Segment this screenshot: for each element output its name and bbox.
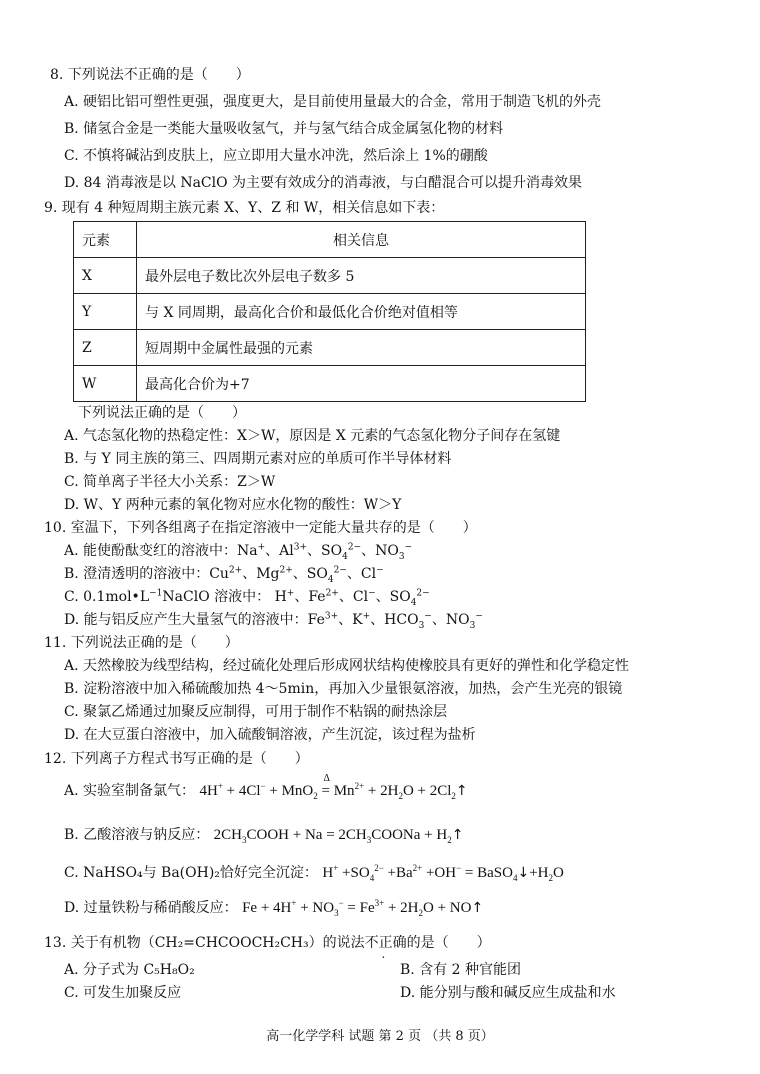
q9-sub-stem: 下列说法正确的是（ ） (78, 405, 246, 421)
q8-option-b: B. 储氢合金是一类能大量吸收氢气，并与氢气结合成金属氢化物的材料 (64, 121, 504, 137)
table-cell-element: Y (74, 294, 137, 330)
page-footer: 高一化学学科 试题 第 2 页 （共 8 页） (266, 1029, 494, 1044)
q11-option-d: D. 在大豆蛋白溶液中，加入硫酸铜溶液，产生沉淀，该过程为盐析 (64, 727, 476, 743)
q11-option-b: B. 淀粉溶液中加入稀硫酸加热 4～5min，再加入少量银氨溶液，加热，会产生光亮的银镜 (64, 681, 623, 697)
q10-option-d-label: D. 能与铝反应产生大量氢气的溶液中： (64, 612, 308, 628)
table-cell-element: X (74, 258, 137, 294)
q10-option-b: B. 澄清透明的溶液中：$Cu^{2+}$、$Mg^{2+}$、$SO_4^{2-}$、Cl− (64, 565, 384, 585)
q13-option-c: C. 可发生加聚反应 (64, 985, 182, 1001)
element-info-table (73, 221, 586, 402)
q11-option-c: C. 聚氯乙烯通过加聚反应制得，可用于制作不粘锅的耐热涂层 (64, 704, 448, 720)
q10-option-b-label: B. 澄清透明的溶液中： (64, 566, 210, 582)
q10-option-d: D. 能与铝反应产生大量氢气的溶液中：$Fe^{3+}$、K+、$HCO_3^-$、$NO_3^-$ (64, 611, 483, 631)
q12-option-c (64, 864, 564, 882)
q12-option-c-equation: $H^+ +SO_4^{2-} +Ba^{2+} +OH^-$ = $BaSO_4↓+H_2O$ (322, 863, 564, 883)
q9-option-a: A. 气态氢化物的热稳定性：X＞W，原因是 X 元素的气态氢化物分子间存在氢键 (64, 428, 561, 444)
q9-option-c: C. 简单离子半径大小关系：Z＞W (64, 474, 276, 490)
q12-option-a (64, 773, 468, 801)
q10-option-c-label: C. 0.1mol•L (64, 589, 150, 605)
q12-option-c-label: C. NaHSO₄与 Ba(OH)₂恰好完全沉淀： (64, 865, 318, 881)
table-cell-info: 最外层电子数比次外层电子数多 5 (137, 258, 586, 294)
table-cell-info: 短周期中金属性最强的元素 (137, 330, 586, 366)
table-row (74, 294, 586, 330)
table-header-element: 元素 (74, 222, 137, 258)
q13-stem-emphasis: 不正确 (364, 935, 407, 951)
q13-option-d: D. 能分别与酸和碱反应生成盐和水 (400, 985, 616, 1001)
q10-option-c-mid: NaClO 溶液中： (162, 589, 271, 605)
q9-stem: 9. 现有 4 种短周期主族元素 X、Y、Z 和 W，相关信息如下表： (44, 200, 445, 216)
table-row (74, 258, 586, 294)
q11-stem: 11. 下列说法正确的是（ ） (44, 635, 239, 651)
q12-option-b-equation: $2CH_3COOH + Na$ = $2CH_3COONa$ + $H_2↑$ (213, 827, 464, 845)
q9-option-d: D. W、Y 两种元素的氧化物对应水化物的酸性：W＞Y (64, 497, 402, 513)
q12-stem: 12. 下列离子方程式书写正确的是（ ） (44, 751, 309, 767)
q13-stem (44, 934, 491, 952)
q12-option-d (64, 899, 483, 917)
q9-option-b: B. 与 Y 同主族的第三、四周期元素对应的单质可作半导体材料 (64, 451, 452, 467)
q12-option-a-label: A. 实验室制备氯气： (64, 783, 196, 799)
q10-stem: 10. 室温下，下列各组离子在指定溶液中一定能大量共存的是（ ） (44, 520, 477, 536)
q12-option-d-equation: $Fe + 4H^+ + NO_3^- = Fe^{3+} + 2H_2O$ + NO↑ (242, 898, 484, 918)
q13-option-a: A. 分子式为 C₅H₈O₂ (64, 962, 195, 978)
q11-option-a: A. 天然橡胶为线型结构，经过硫化处理后形成网状结构使橡胶具有更好的弹性和化学稳定性 (64, 658, 630, 674)
table-cell-element: Z (74, 330, 137, 366)
q13-stem-prefix: 13. 关于有机物（CH₂=CHCOOCH₂CH₃）的说法 (44, 935, 365, 951)
q12-option-b (64, 826, 463, 844)
table-row (74, 330, 586, 366)
table-row (74, 366, 586, 402)
q12-option-d-label: D. 过量铁粉与稀硝酸反应： (64, 900, 238, 916)
q8-stem: 8. 下列说法不正确的是（ ） (50, 67, 250, 83)
q10-option-c: C. $0.1mol•L^{-1}NaClO$ 溶液中： H+、$Fe^{2+}$、Cl−、$SO_4^{2-}$ (64, 588, 430, 608)
q8-option-a: A. 硬铝比铝可塑性更强，强度更大，是目前使用量最大的合金，常用于制造飞机的外壳 (64, 94, 602, 110)
q10-option-a: A. 能使酚酞变红的溶液中：Na+、$Al^{3+}$、$SO_4^{2-}$、$NO_3^-$ (64, 542, 413, 562)
q12-option-a-equation: 4H+ + 4Cl− + MnO$_2$ Δ = $Mn^{2+} + 2H_2O$ + $2Cl_2↑$ (199, 773, 468, 801)
q13-option-b: B. 含有 2 种官能团 (400, 962, 521, 978)
table-cell-info: 与 X 同周期，最高化合价和最低化合价绝对值相等 (137, 294, 586, 330)
table-cell-info: 最高化合价为+7 (137, 366, 586, 402)
q8-option-d: D. 84 消毒液是以 NaClO 为主要有效成分的消毒液，与白醋混合可以提升消毒效果 (64, 175, 583, 191)
q12-option-b-label: B. 乙酸溶液与钠反应： (64, 827, 210, 843)
table-cell-element: W (74, 366, 137, 402)
q10-option-a-label: A. 能使酚酞变红的溶液中： (64, 543, 238, 559)
q13-stem-suffix: 的是（ ） (406, 935, 491, 951)
table-header-info: 相关信息 (137, 222, 586, 258)
q8-option-c: C. 不慎将碱沾到皮肤上，应立即用大量水冲洗，然后涂上 1%的硼酸 (64, 148, 488, 164)
